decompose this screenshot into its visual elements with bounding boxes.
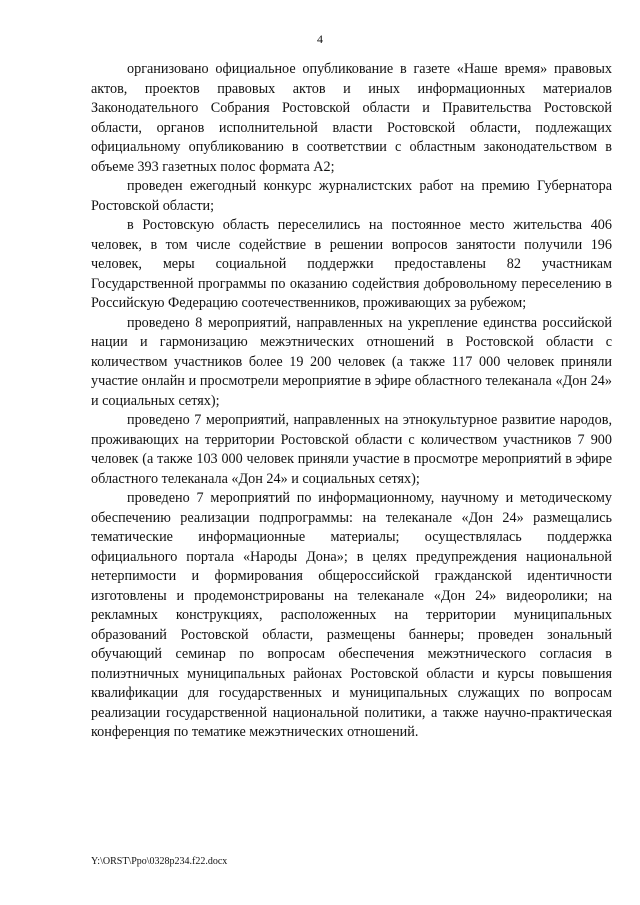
paragraph-resettlement: в Ростовскую область переселились на постоянное место жительства 406 человек, в том числе содействие в решении вопросов занятости получили 196 человек, меры социальной поддержки предоставлены 82 участникам Государственной программы по оказанию содействия добровольному переселению в Российскую Федерацию соотечественников, проживающих за рубежом; xyxy=(91,217,612,311)
paragraph-nation-unity-events: проведено 8 мероприятий, направленных на укрепление единства российской нации и гармонизацию межэтнических отношений в Ростовской области с количеством участников более 19 200 человек (а также 117 000 человек приняли участие онлайн и просмотрели мероприятие в эфире областного телеканала «Дон 24» и социальных сетях); xyxy=(91,314,612,409)
paragraph-journalism-contest: проведен ежегодный конкурс журналистских работ на премию Губернатора Ростовской области; xyxy=(91,178,612,214)
paragraph-official-publication: организовано официальное опубликование в газете «Наше время» правовых актов, проектов правовых актов и иных информационных материалов Законодательного Собрания Ростовской области и Правительства Ростовской области, органов исполнительной власти Ростовской области, подлежащих официальному опубликованию в соответствии с областным законодательством в объеме 393 газетных полос формата А2; xyxy=(91,61,612,175)
paragraph-information-support: проведено 7 мероприятий по информационному, научному и методическому обеспечению реализации подпрограммы: на телеканале «Дон 24» размещались тематические информационные материалы; осуществлялась поддержка официального портала «Народы Дона»; в целях предупреждения национальной нетерпимости и формирования общероссийской гражданской идентичности изготовлены и продемонстрированы на телеканале «Дон 24» видеоролики; на рекламных конструкциях, расположенных на территории муниципальных образований Ростовской области, размещены баннеры; проведен зональный обучающий семинар по вопросам обеспечения межэтнического согласия в полиэтничных муниципальных районах Ростовской области и курсы повышения квалификации для государственных и муниципальных служащих по вопросам реализации государственной национальной политики, а также научно-практическая конференция по тематике межэтнических отношений. xyxy=(91,490,612,740)
page-number: 4 xyxy=(317,32,323,46)
document-body xyxy=(91,60,612,743)
footer-file-path: Y:\ORST\Ppo\0328p234.f22.docx xyxy=(91,856,228,867)
paragraph-ethnocultural-events: проведено 7 мероприятий, направленных на этнокультурное развитие народов, проживающих на территории Ростовской области с количеством участников 7 900 человек (а также 103 000 человек приняли участие в просмотре мероприятий в эфире областного телеканала «Дон 24» и социальных сетях); xyxy=(91,412,612,487)
